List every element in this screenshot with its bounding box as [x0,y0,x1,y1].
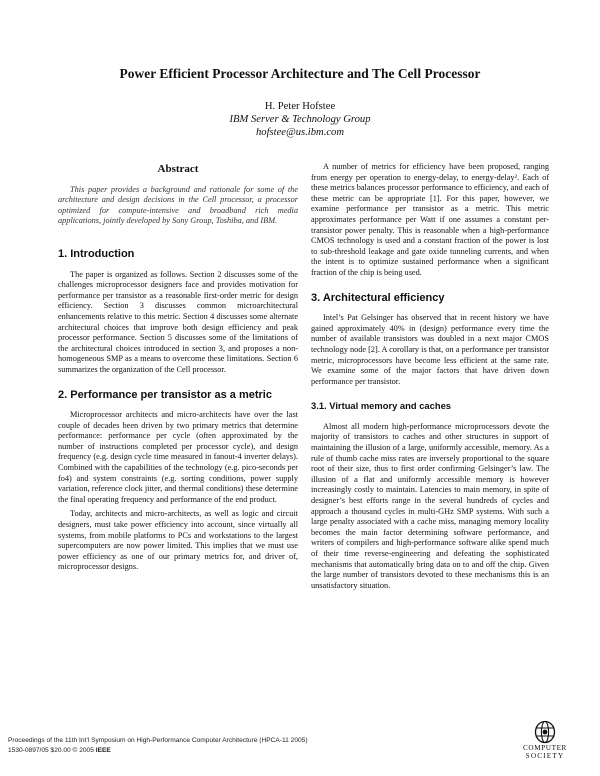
footer-proceedings-line: Proceedings of the 11th Int’l Symposium on High-Performance Computer Architecture (HPCA-11 2005) [8,737,308,744]
introduction-paragraph: The paper is organized as follows. Section 2 discusses some of the challenges microprocessor designers face and provides motivation for performance per transistor as a reasonable first-order metric for design efficiency. Section 3 discusses common microarchitectural enhancements relative to this metric. Section 4 discusses some alternate architectural choices that improve both design efficiency and peak processor performance. Section 5 discusses some of the limitations of the architectural choices introduced in section 3, and proposes a non-homogeneous SMP as a means to overcome these limitations. Section 6 summarizes the organization of the Cell processor. [58,269,298,374]
virtual-memory-paragraph: Almost all modern high-performance microprocessors devote the majority of transistors to caches and other structures in support of maintaining the illusion of a large, uniformly accessible, memory. As a rule of thumb cache miss rates are inversely proportional to the square root of their size, thus to first order confirming Gelsinger’s law. The illusion of a flat and uniformly accessible memory is however increasingly costly to maintain. Latencies to main memory, in spite of designer’s best efforts range in the several hundreds of cycles and approach a thousand cycles in multi-GHz SMP systems. With such a large penalty associated with a cache miss, managing memory locality becomes the main factor determining software performance, and writers of compilers and high-performance software alike spend much of their time reverse-engineering and defeating the sophisticated mechanisms that automatically bring data on to and off the chip. Given the large number of transistors devoted to these mechanisms this is an unsatisfactory situation. [311,421,549,590]
section-architectural-efficiency-heading: 3. Architectural efficiency [311,291,445,304]
performance-paragraph-2: Today, architects and micro-architects, as well as logic and circuit designers, must take power efficiency into account, since virtually all systems, from mobile platforms to PCs and workstations to the largest supercomputers are now power limited. This implies that we must use power efficiency as one of our primary metrics for, and driver of, microprocessor designs. [58,509,298,572]
computer-society-emblem-icon [534,720,556,744]
paper-title: Power Efficient Processor Architecture and The Cell Processor [119,66,481,81]
author-affiliation: IBM Server & Technology Group [229,114,371,125]
metrics-paragraph: A number of metrics for efficiency have been proposed, ranging from energy per operation to energy-delay, to energy-delay². Each of these metrics balances processor performance to efficiency, and each of these metric can be appropriate [1]. For this paper, however, we examine performance per transistor as a metric. This metric approximates performance per Watt if one assumes a constant per-transistor power penalty. This is reasonable when a high-performance CMOS technology is used and a constant fraction of the power is lost to sub-threshold leakage and gate oxide tunneling currents, and when the intent is to optimize sustained performance when a significant fraction of the chip is being used. [311,162,549,277]
right-column [311,162,549,605]
section-performance-heading: 2. Performance per transistor as a metric [58,388,272,401]
footer-issn-line [8,746,438,756]
left-column [58,162,298,587]
section-introduction-heading: 1. Introduction [58,247,135,260]
abstract-heading: Abstract [157,163,199,175]
performance-paragraph-1: Microprocessor architects and micro-architects have over the last couple of decades been driven by two primary metrics that determine performance: performance per cycle (often approximated by the number of instructions completed per processor cycle), and design frequency (e.g. design cycle time measured in fanout-4 inverter delays). Combined with the capabilities of the technology (e.g. pico-seconds per fo4) and system constraints (e.g. sorting conditions, power supply variation, reference clock jitter, and thermal conditions) these determine the final operating frequency and performance of the end product. [58,410,298,504]
author-email[interactable]: hofstee@us.ibm.com [255,127,344,138]
subsection-virtual-memory-heading: 3.1. Virtual memory and caches [311,400,451,412]
architectural-efficiency-paragraph: Intel’s Pat Gelsinger has observed that in recent history we have gained approximately 40% in (design) performance every time the number of available transistors was doubled in a next major CMOS technology node [2]. A corollary is that, on a performance per transistor metric, microprocessors have become less efficient at the same rate. We examine some of the major factors that have driven down performance per transistor. [311,313,550,386]
logo-line-2: SOCIETY [525,752,565,760]
author-name: H. Peter Hofstee [264,101,336,112]
author-block [140,100,460,139]
footer-issn-text: 1530-0897/05 $20.00 © 2005 [8,747,94,754]
footer-ieee-text: IEEE [95,747,111,754]
computer-society-logo [514,720,576,768]
logo-line-1: COMPUTER [523,744,567,752]
proceedings-footer [8,736,438,756]
abstract-text: This paper provides a background and rationale for some of the architecture and design decisions in the Cell processor, a processor optimized for compute-intensive and broadband rich media applications, jointly developed by Sony Group, Toshiba, and IBM. [58,184,298,226]
